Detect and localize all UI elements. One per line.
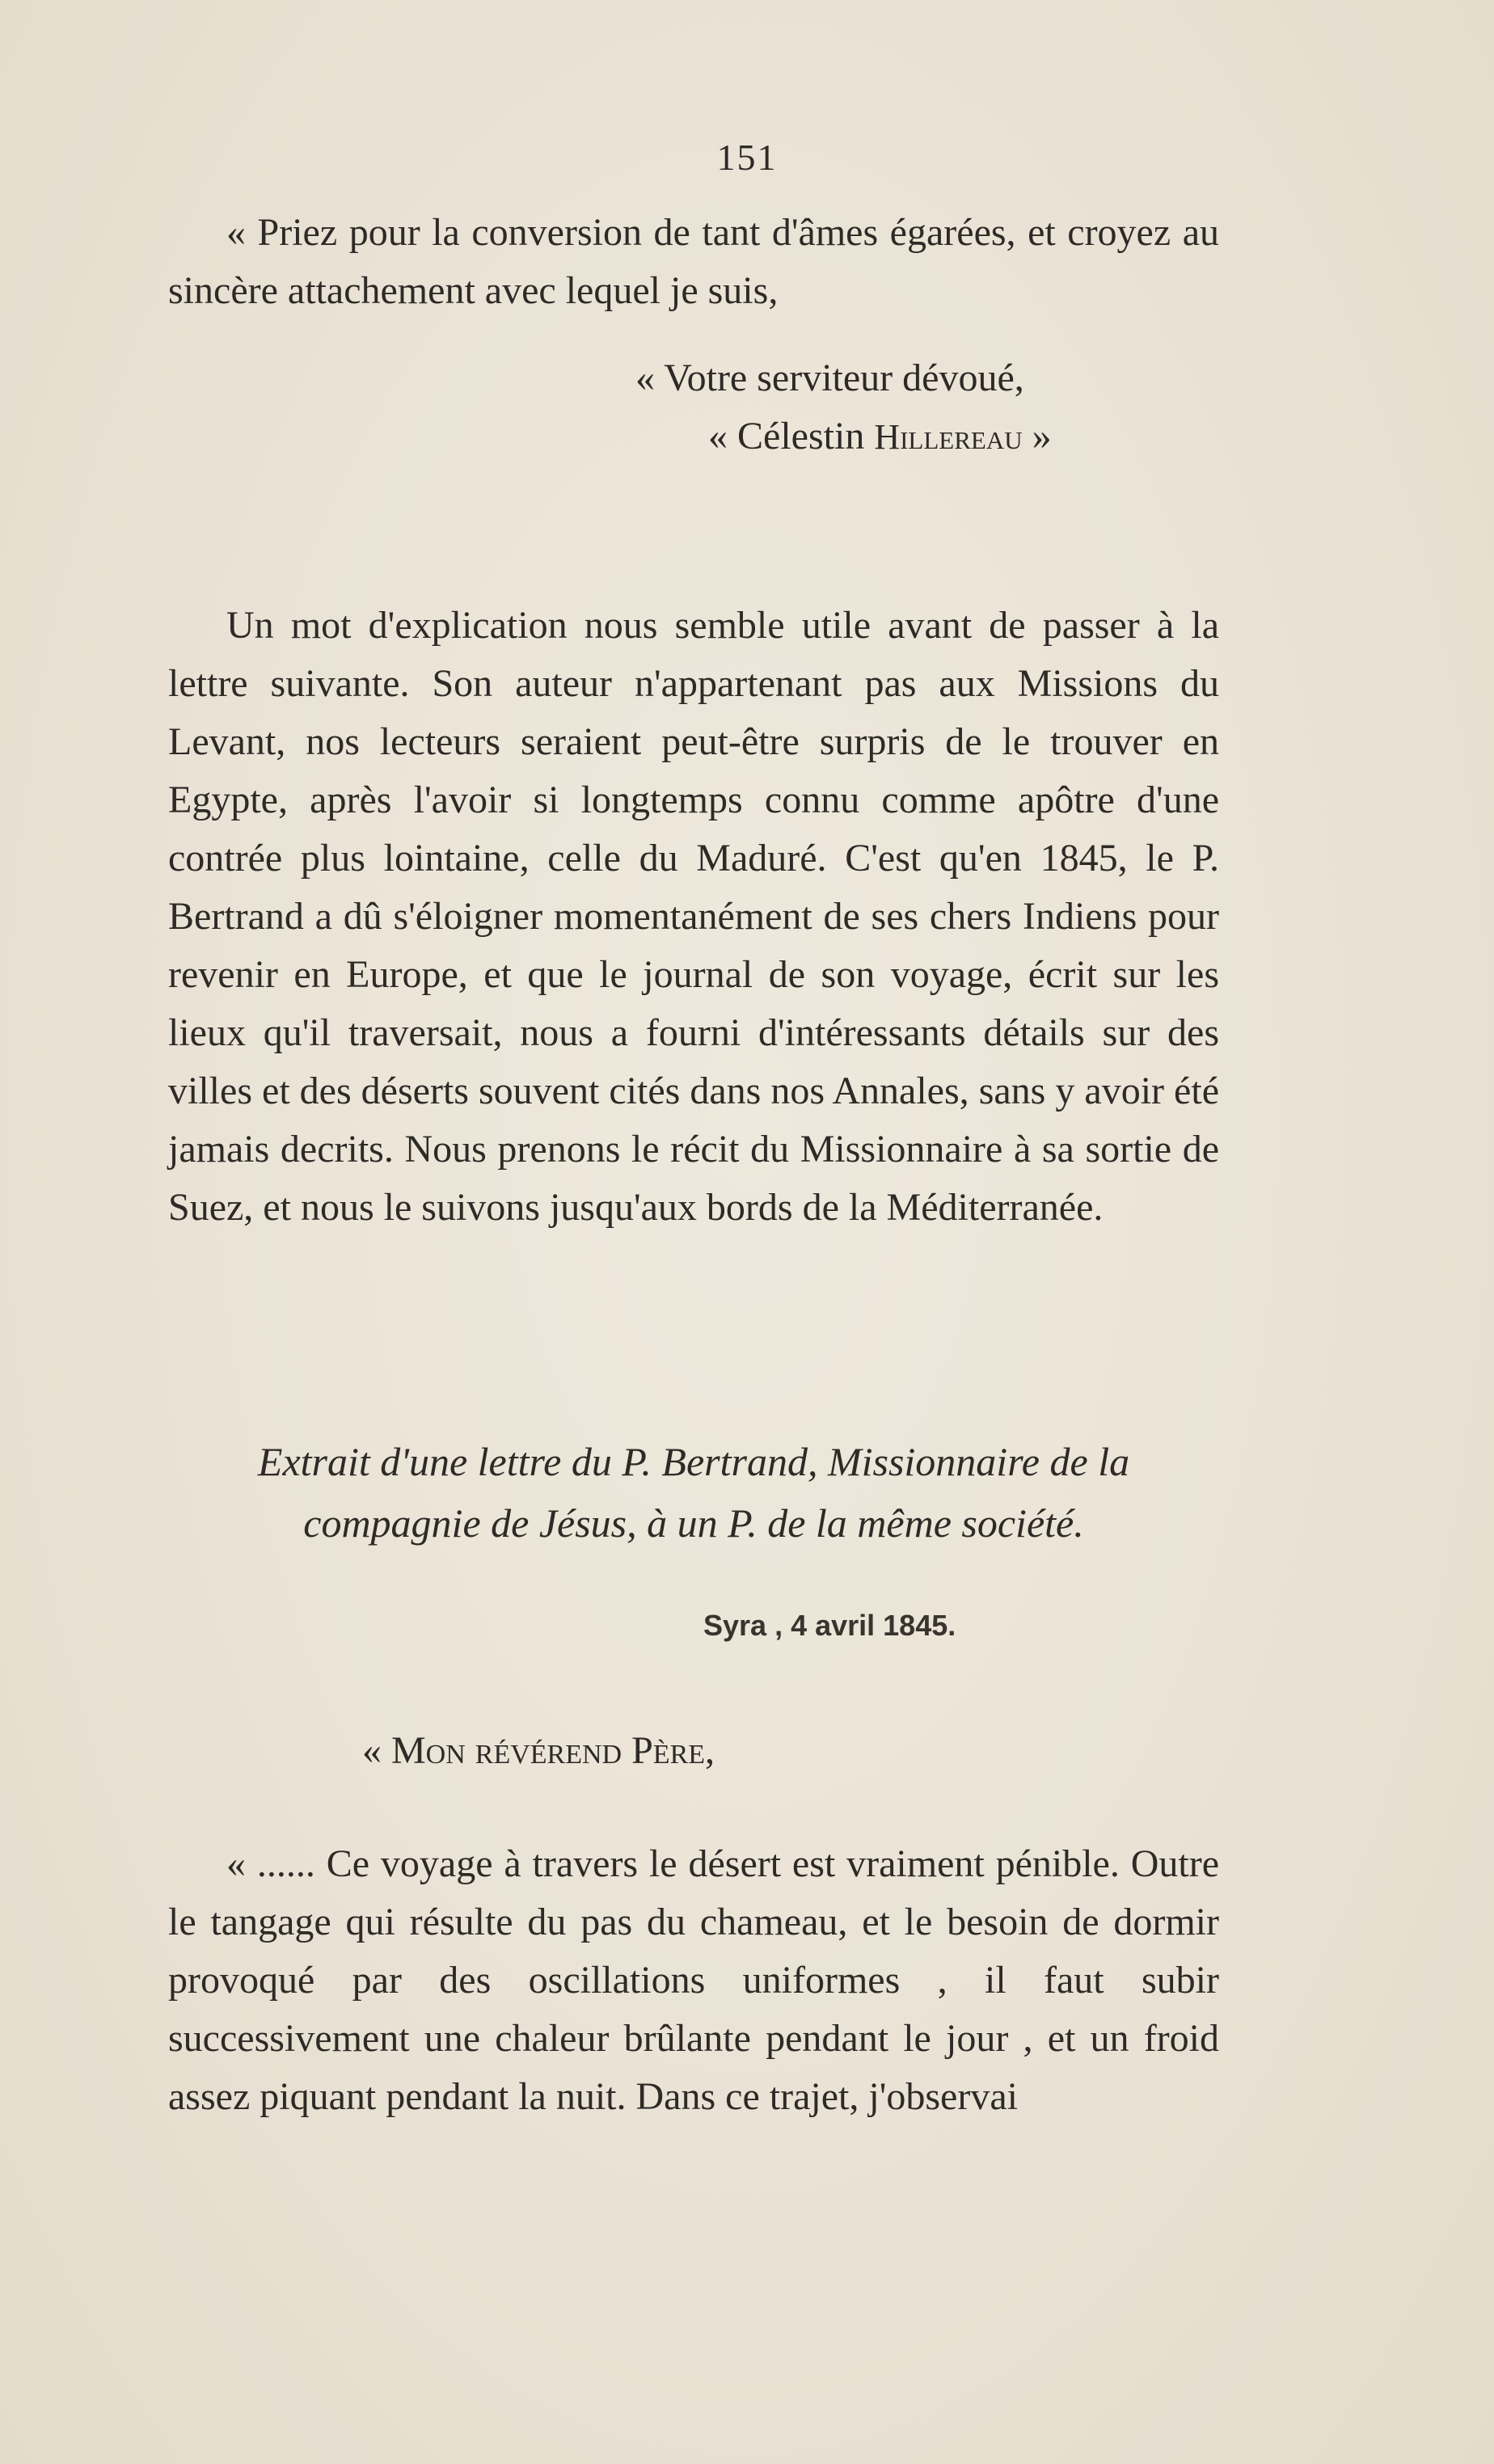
letter-salutation: « Mon révérend Père, [362,1729,715,1772]
closing-paragraph-text: « Priez pour la conversion de tant d'âmes égarées, et croyez au sincère attachement avec lequel je suis, [168,211,1219,312]
signature-suffix: » [1022,415,1052,458]
letter-closing-formula: « Votre serviteur dévoué, [635,357,1024,399]
letter-closing-paragraph [168,204,1219,320]
signature-name: Hillereau [874,417,1023,457]
page-number: 151 [716,137,778,178]
letter-dateline: Syra , 4 avril 1845. [703,1609,956,1642]
signature-prefix: « Célestin [708,415,875,458]
letter-body [168,1835,1219,2126]
letter-heading: Extrait d'une lettre du P. Bertrand, Missionnaire de la compagnie de Jésus, à un P. de la même société. [257,1439,1130,1546]
introduction-paragraph: Un mot d'explication nous semble utile avant de passer à la lettre suivante. Son auteur n'appartenant pas aux Missions du Levant, nos lecteurs seraient peut-être surpris de le trouver en Egypte, après l'avoir si longtemps connu comme apôtre d'une contrée plus lointaine, celle du Maduré. C'est qu'en 1845, le P. Bertrand a dû s'éloigner momentanément de ses chers Indiens pour revenir en Europe, et que le journal de son voyage, écrit sur les lieux qu'il traversait, nous a fourni d'intéressants détails sur des villes et des déserts souvent cités dans nos Annales, sans y avoir été jamais decrits. Nous prenons le récit du Missionnaire à sa sortie de Suez, et nous le suivons jusqu'aux bords de la Méditerranée. [168,604,1219,1229]
letter-signature [708,407,1052,466]
editorial-introduction [168,597,1219,1237]
letter-body-paragraph: « ...... Ce voyage à travers le désert est vraiment pénible. Outre le tangage qui résulte du pas du chameau, et le besoin de dormir provoqué par des oscillations uniformes , il faut subir successivement une chaleur brûlante pendant le jour , et un froid assez piquant pendant la nuit. Dans ce trajet, j'observai [168,1842,1219,2118]
